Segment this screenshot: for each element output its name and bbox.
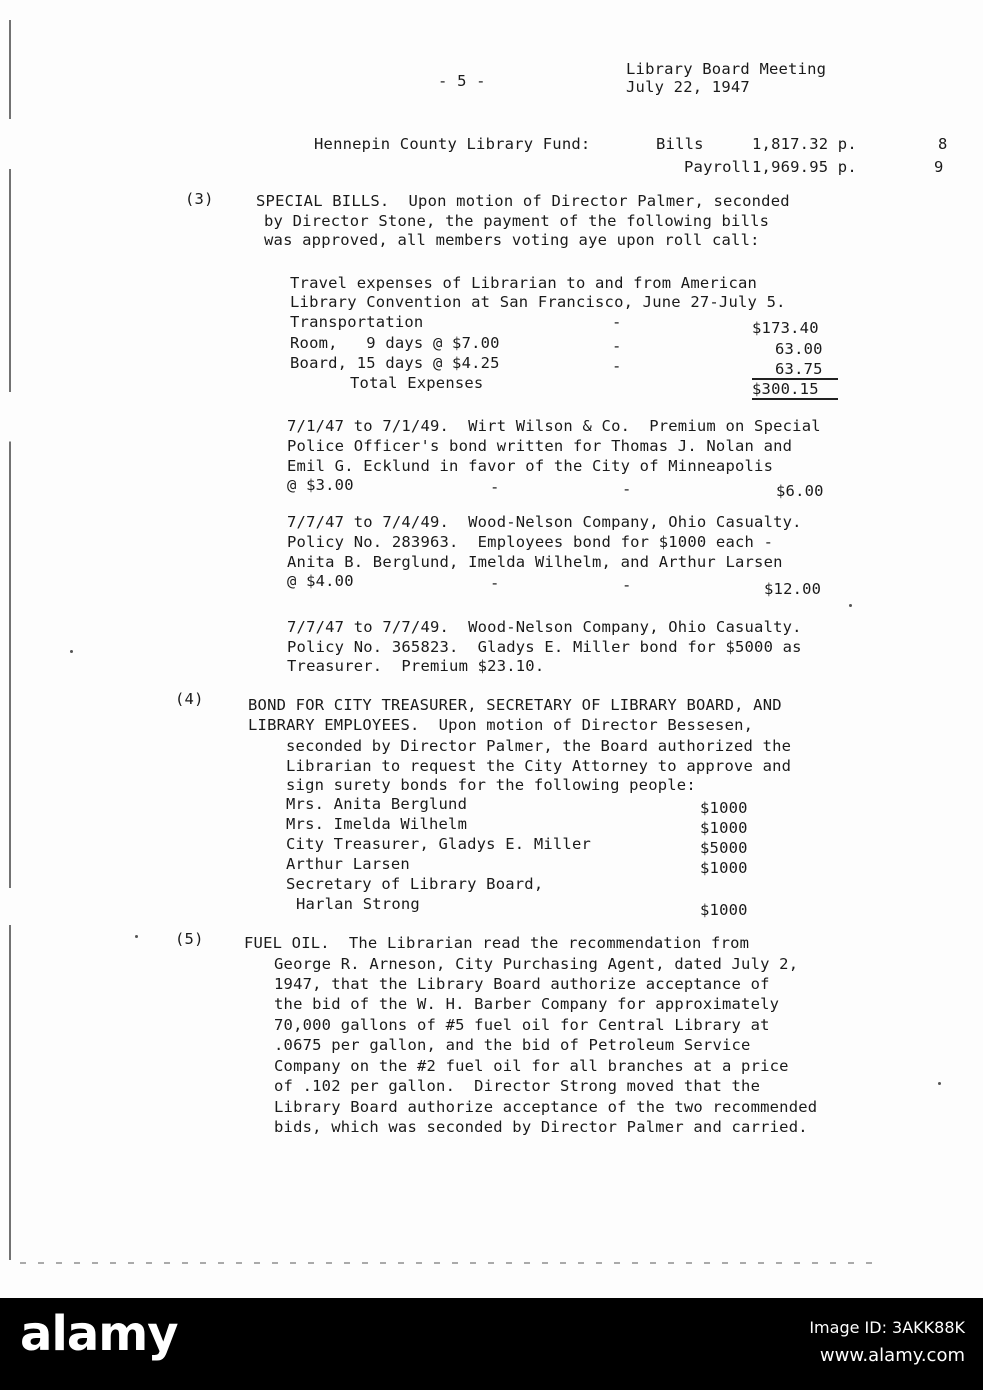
policy-line: Anita B. Berglund, Imelda Wilhelm, and Arthur Larsen (287, 553, 783, 571)
expense-dash: - (612, 337, 622, 355)
travel-intro-line: Library Convention at San Francisco, June 27-July 5. (290, 293, 786, 311)
page-number: - 5 - (438, 72, 486, 90)
item-text-line: BOND FOR CITY TREASURER, SECRETARY OF LIBRARY BOARD, AND (248, 696, 782, 714)
scan-speck (135, 935, 138, 938)
footer-url: www.alamy.com (819, 1345, 965, 1366)
policy-line: Policy No. 365823. Gladys E. Miller bond for $5000 as (287, 638, 802, 656)
policy-rate: @ $3.00 (287, 476, 354, 494)
expense-amount: 63.75 (775, 360, 823, 378)
policy-line: Treasurer. Premium $23.10. (287, 657, 545, 675)
item-text-line: FUEL OIL. The Librarian read the recommendation from (244, 934, 750, 952)
bond-amount: $1000 (700, 859, 748, 877)
policy-amount: $6.00 (776, 482, 824, 500)
policy-dash: - (490, 478, 500, 496)
fund-row-amount: 1,817.32 p. (752, 135, 857, 153)
expense-label: Transportation (290, 313, 424, 331)
total-amount: $300.15 (752, 380, 819, 398)
item-text-line: seconded by Director Palmer, the Board authorized the (286, 737, 792, 755)
item-text-line: Library Board authorize acceptance of the two recommended (274, 1098, 818, 1116)
left-margin-rule (9, 20, 11, 1260)
scan-speck (849, 604, 852, 607)
item-text-line: 70,000 gallons of #5 fuel oil for Central Library at (274, 1016, 770, 1034)
policy-dash: - (622, 480, 632, 498)
policy-line: Emil G. Ecklund in favor of the City of Minneapolis (287, 457, 774, 475)
item-number: (5) (175, 930, 204, 948)
policy-dash: - (490, 574, 500, 592)
expense-amount: 63.00 (775, 340, 823, 358)
item-text-line: LIBRARY EMPLOYEES. Upon motion of Director Bessesen, (248, 716, 754, 734)
fund-label: Hennepin County Library Fund: (314, 135, 591, 153)
item-text-line: .0675 per gallon, and the bid of Petroleum Service (274, 1036, 751, 1054)
scan-speck (70, 650, 73, 653)
expense-amount: $173.40 (752, 319, 819, 337)
bond-amount: $1000 (700, 799, 748, 817)
item-text-line: sign surety bonds for the following people: (286, 776, 696, 794)
expense-label: Board, 15 days @ $4.25 (290, 354, 500, 372)
item-text-line: SPECIAL BILLS. Upon motion of Director Palmer, seconded (256, 192, 790, 210)
bond-name: Mrs. Anita Berglund (286, 795, 468, 813)
bond-name: Arthur Larsen (286, 855, 410, 873)
bond-name: Secretary of Library Board, (286, 875, 544, 893)
item-number: (3) (185, 190, 214, 208)
bond-amount: $1000 (700, 901, 748, 919)
total-underline (752, 398, 838, 400)
fund-row-page: 9 (934, 158, 944, 176)
item-text-line: of .102 per gallon. Director Strong moved that the (274, 1077, 761, 1095)
bond-amount: $1000 (700, 819, 748, 837)
policy-line: Policy No. 283963. Employees bond for $1000 each - (287, 533, 774, 551)
fund-row-page: 8 (938, 135, 948, 153)
bond-name: Mrs. Imelda Wilhelm (286, 815, 468, 833)
image-id-label: Image ID: 3AKK88K (809, 1318, 965, 1337)
document-title: Library Board Meeting (626, 60, 827, 78)
bond-name: Harlan Strong (296, 895, 420, 913)
item-text-line: Librarian to request the City Attorney to approve and (286, 757, 792, 775)
policy-line: 7/7/47 to 7/7/49. Wood-Nelson Company, Ohio Casualty. (287, 618, 802, 636)
bond-amount: $5000 (700, 839, 748, 857)
policy-line: 7/1/47 to 7/1/49. Wirt Wilson & Co. Premium on Special (287, 417, 821, 435)
policy-dash: - (622, 576, 632, 594)
policy-line: Police Officer's bond written for Thomas J. Nolan and (287, 437, 793, 455)
alamy-logo: alamy (20, 1306, 178, 1362)
expense-dash: - (612, 313, 622, 331)
item-text-line: was approved, all members voting aye upon roll call: (264, 231, 760, 249)
bond-name: City Treasurer, Gladys E. Miller (286, 835, 592, 853)
expense-label: Room, 9 days @ $7.00 (290, 334, 500, 352)
item-text-line: the bid of the W. H. Barber Company for approximately (274, 995, 780, 1013)
item-number: (4) (175, 690, 204, 708)
fund-row-name: Payroll (684, 158, 751, 176)
policy-line: 7/7/47 to 7/4/49. Wood-Nelson Company, Ohio Casualty. (287, 513, 802, 531)
item-text-line: 1947, that the Library Board authorize acceptance of (274, 975, 770, 993)
travel-intro-line: Travel expenses of Librarian to and from American (290, 274, 758, 292)
item-text-line: bids, which was seconded by Director Palmer and carried. (274, 1118, 808, 1136)
fund-row-amount: 1,969.95 p. (752, 158, 857, 176)
item-text-line: by Director Stone, the payment of the following bills (264, 212, 770, 230)
item-text-line: George R. Arneson, City Purchasing Agent, dated July 2, (274, 955, 799, 973)
total-label: Total Expenses (350, 374, 484, 392)
scan-speck (938, 1082, 941, 1085)
scan-edge-dashes (20, 1262, 880, 1264)
expense-dash: - (612, 357, 622, 375)
fund-row-name: Bills (656, 135, 704, 153)
policy-rate: @ $4.00 (287, 572, 354, 590)
policy-amount: $12.00 (764, 580, 822, 598)
item-text-line: Company on the #2 fuel oil for all branches at a price (274, 1057, 789, 1075)
document-date: July 22, 1947 (626, 78, 750, 96)
